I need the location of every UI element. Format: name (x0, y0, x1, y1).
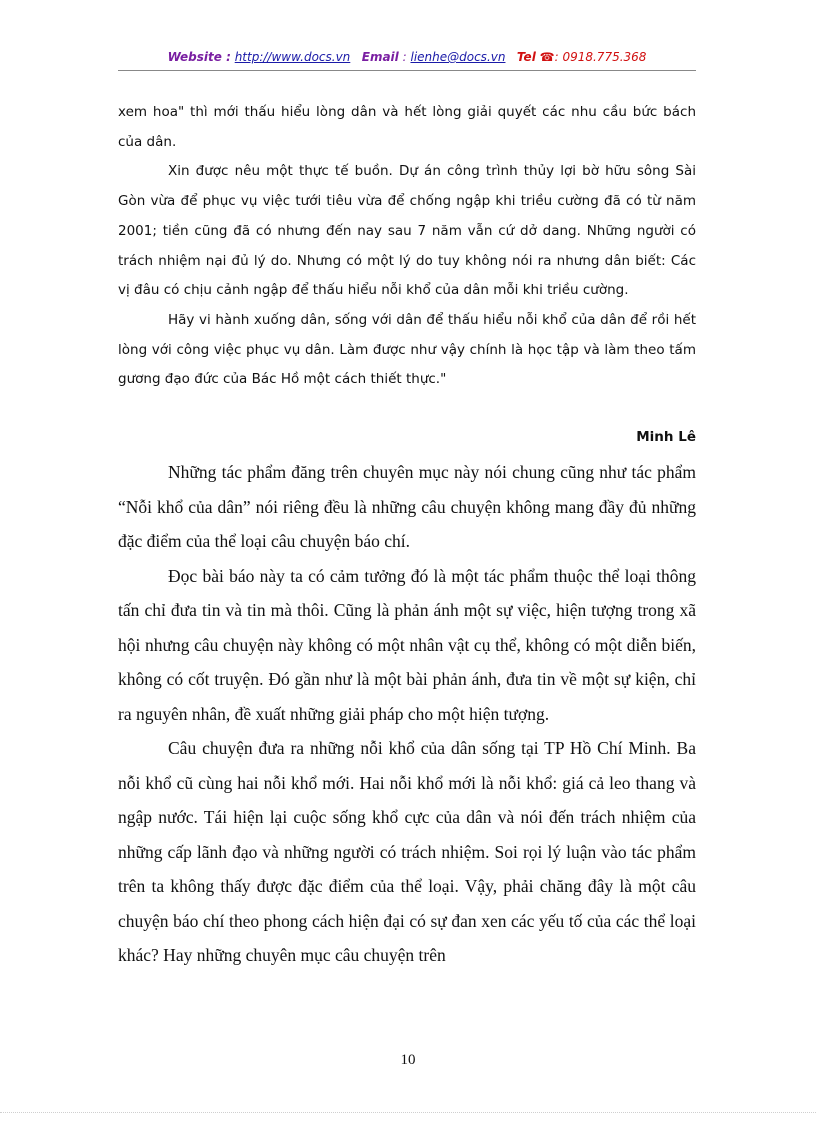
website-link[interactable]: http://www.docs.vn (234, 50, 351, 64)
quoted-text (118, 98, 696, 395)
email-separator: : (402, 50, 407, 64)
body-paragraph-1: Những tác phẩm đăng trên chuyên mục này nói chung cũng như tác phẩm “Nỗi khổ của dân” nói riêng đều là những câu chuyện không mang đầy đủ những đặc điểm của thể loại câu chuyện báo chí. (118, 462, 696, 551)
phone-icon: ☎ (539, 50, 555, 64)
body-text (118, 455, 696, 973)
quote-author: Minh Lê (636, 429, 696, 445)
body-paragraph-3: Câu chuyện đưa ra những nỗi khổ của dân sống tại TP Hồ Chí Minh. Ba nỗi khổ cũ cùng hai nỗi khổ mới. Hai nỗi khổ mới là nỗi khổ: giá cả leo thang và ngập nước. Tái hiện lại cuộc sống khổ cực của dân và nói đến trách nhiệm của những cấp lãnh đạo và những người có trách nhiệm. Soi rọi lý luận vào tác phẩm trên ta không thấy được đặc điểm của thể loại. Vậy, phải chăng đây là một câu chuyện báo chí theo phong cách hiện đại có sự đan xen các yếu tố của các thể loại khác? Hay những chuyên mục câu chuyện trên (118, 738, 696, 965)
website-label: Website : (167, 50, 231, 64)
page-header (118, 50, 696, 64)
quote-paragraph-1: xem hoa" thì mới thấu hiểu lòng dân và hết lòng giải quyết các nhu cầu bức bách của dân. (118, 104, 696, 150)
body-paragraph-2: Đọc bài báo này ta có cảm tưởng đó là một tác phẩm thuộc thể loại thông tấn chỉ đưa tin và tin mà thôi. Cũng là phản ánh một sự việc, hiện tượng trong xã hội nhưng câu chuyện này không có một nhân vật cụ thể, không có một diễn biến, không có cốt truyện. Đó gần như là một bài phản ánh, đưa tin về một sự kiện, chỉ ra nguyên nhân, đề xuất những giải pháp cho một hiện tượng. (118, 565, 696, 724)
email-label: Email (361, 50, 399, 64)
tel-label: Tel (516, 50, 536, 64)
quote-paragraph-3: Hãy vi hành xuống dân, sống với dân để thấu hiểu nỗi khổ của dân để rồi hết lòng với công việc phục vụ dân. Làm được như vậy chính là học tập và làm theo tấm gương đạo đức của Bác Hồ một cách thiết thực." (118, 311, 696, 388)
email-link[interactable]: lienhe@docs.vn (410, 50, 506, 64)
quote-paragraph-2: Xin được nêu một thực tế buồn. Dự án công trình thủy lợi bờ hữu sông Sài Gòn vừa để phục vụ việc tưới tiêu vừa để chống ngập khi triều cường đã có từ năm 2001; tiền cũng đã có nhưng đến nay sau 7 năm vẫn cứ dở dang. Những người có trách nhiệm nại đủ lý do. Nhưng có một lý do tuy không nói ra nhưng dân biết: Các vị đâu có chịu cảnh ngập để thấu hiểu nỗi khổ của dân mỗi khi triều cường. (118, 163, 696, 299)
phone-number: : 0918.775.368 (554, 50, 647, 64)
page-number: 10 (400, 1052, 416, 1068)
footer-divider (0, 1112, 816, 1113)
header-divider (118, 70, 696, 71)
